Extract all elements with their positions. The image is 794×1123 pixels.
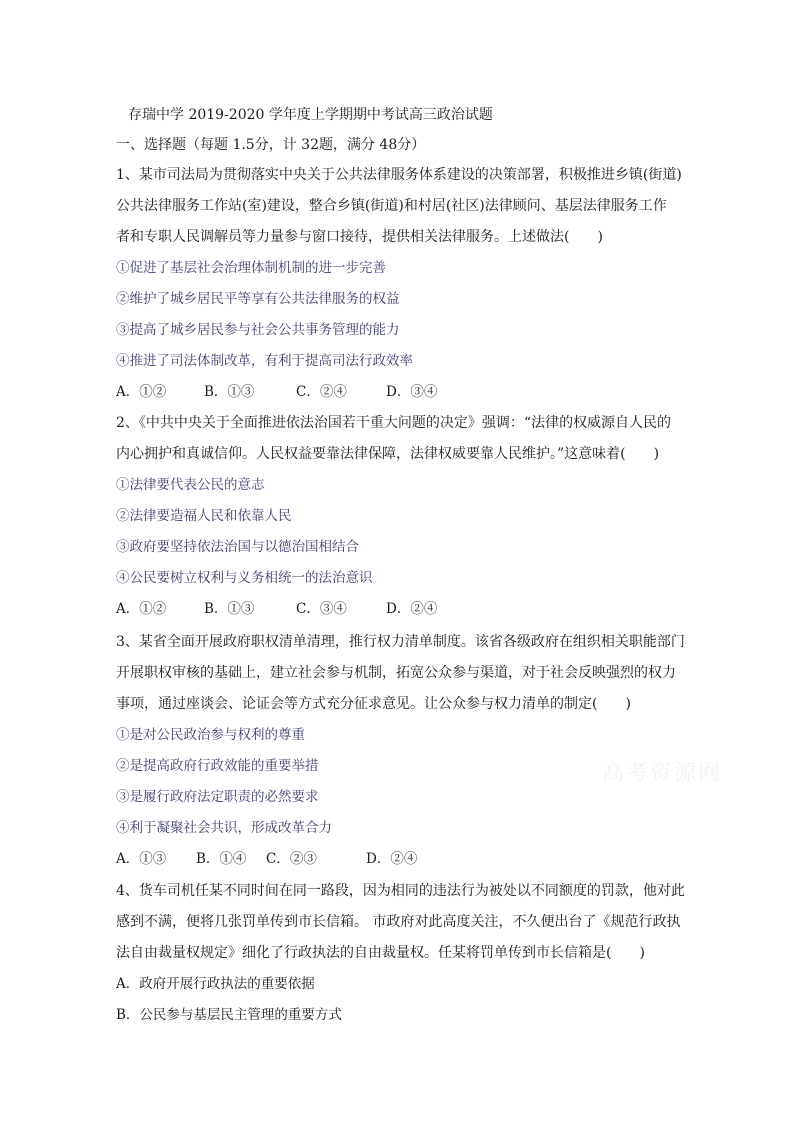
statement-option: ②是提高政府行政效能的重要举措: [116, 758, 319, 774]
question-3: [116, 627, 684, 875]
question-text-line: 4、货车司机任某不同时间在同一路段，因为相同的违法行为被处以不同额度的罚款，他对此: [116, 883, 685, 899]
exam-title: 存瑞中学 2019-2020 学年度上学期期中考试高三政治试题: [128, 107, 493, 123]
answer-choice-b[interactable]: B．①③: [204, 384, 255, 400]
answer-choice-d[interactable]: D．③④: [386, 384, 438, 400]
question-text-line: 2、《中共中央关于全面推进依法治国若干重大问题的决定》强调：“法律的权威源自人民的: [116, 415, 672, 431]
statement-option: ①法律要代表公民的意志: [116, 477, 265, 493]
statement-option: ①是对公民政治参与权利的尊重: [116, 727, 305, 743]
answer-choice-a[interactable]: A．政府开展行政执法的重要依据: [116, 976, 315, 992]
statement-option: ②法律要造福人民和依靠人民: [116, 508, 292, 524]
answer-choice-b[interactable]: B．①④: [196, 851, 247, 867]
answer-choice-b[interactable]: B．①③: [204, 601, 255, 617]
question-4: [116, 876, 684, 1031]
question-text-line: 1、某市司法局为贯彻落实中央关于公共法律服务体系建设的决策部署，积极推进乡镇(街道): [116, 167, 682, 183]
section-heading: 一、选择题（每题 1.5分，计 32题，满分 48分）: [116, 137, 426, 153]
answer-choice-a[interactable]: A．①②: [116, 384, 167, 400]
answer-choice-d[interactable]: D．②④: [366, 851, 418, 867]
question-text-line: 法自由裁量权规定》细化了行政执法的自由裁量权。任某将罚单传到市长信箱是( ): [116, 945, 645, 961]
statement-option: ④利于凝聚社会共识，形成改革合力: [116, 820, 332, 836]
answer-choice-a[interactable]: A．①②: [116, 601, 167, 617]
question-text-line: 者和专职人民调解员等力量参与窗口接待，提供相关法律服务。上述做法( ): [116, 229, 603, 245]
statement-option: ②维护了城乡居民平等享有公共法律服务的权益: [116, 291, 400, 307]
answer-choice-c[interactable]: C．②③: [266, 851, 317, 867]
question-text-line: 3、某省全面开展政府职权清单清理，推行权力清单制度。该省各级政府在组织相关职能部门: [116, 634, 685, 650]
statement-option: ④推进了司法体制改革，有利于提高司法行政效率: [116, 353, 413, 369]
watermark: 高考资源网: [602, 761, 723, 786]
statement-option: ③是履行政府法定职责的必然要求: [116, 789, 319, 805]
question-text-line: 感到不满，便将几张罚单传到市长信箱。 市政府对此高度关注，不久便出台了《规范行政执: [116, 914, 681, 930]
question-1: [116, 160, 684, 408]
question-2: [116, 408, 684, 625]
answer-choice-b[interactable]: B．公民参与基层民主管理的重要方式: [116, 1007, 342, 1023]
answer-choice-d[interactable]: D．②④: [386, 601, 438, 617]
answer-choice-a[interactable]: A．①③: [116, 851, 167, 867]
answer-choices: [116, 594, 684, 625]
statement-option: ④公民要树立权利与义务相统一的法治意识: [116, 570, 373, 586]
question-text-line: 内心拥护和真诚信仰。人民权益要靠法律保障，法律权威要靠人民维护。”这意味着( ): [116, 446, 660, 462]
question-text-line: 开展职权审核的基础上，建立社会参与机制，拓宽公众参与渠道，对于社会反映强烈的权力: [116, 665, 676, 681]
answer-choice-c[interactable]: C．③④: [296, 601, 347, 617]
question-text-line: 事项，通过座谈会、论证会等方式充分征求意见。让公众参与权力清单的制定( ): [116, 696, 631, 712]
answer-choices: [116, 844, 684, 875]
statement-option: ③提高了城乡居民参与社会公共事务管理的能力: [116, 322, 400, 338]
statement-option: ③政府要坚持依法治国与以德治国相结合: [116, 539, 359, 555]
answer-choices: [116, 377, 684, 408]
question-text-line: 公共法律服务工作站(室)建设，整合乡镇(街道)和村居(社区)法律顾问、基层法律服务工作: [116, 198, 667, 214]
answer-choice-c[interactable]: C．②④: [296, 384, 347, 400]
statement-option: ①促进了基层社会治理体制机制的进一步完善: [116, 260, 386, 276]
